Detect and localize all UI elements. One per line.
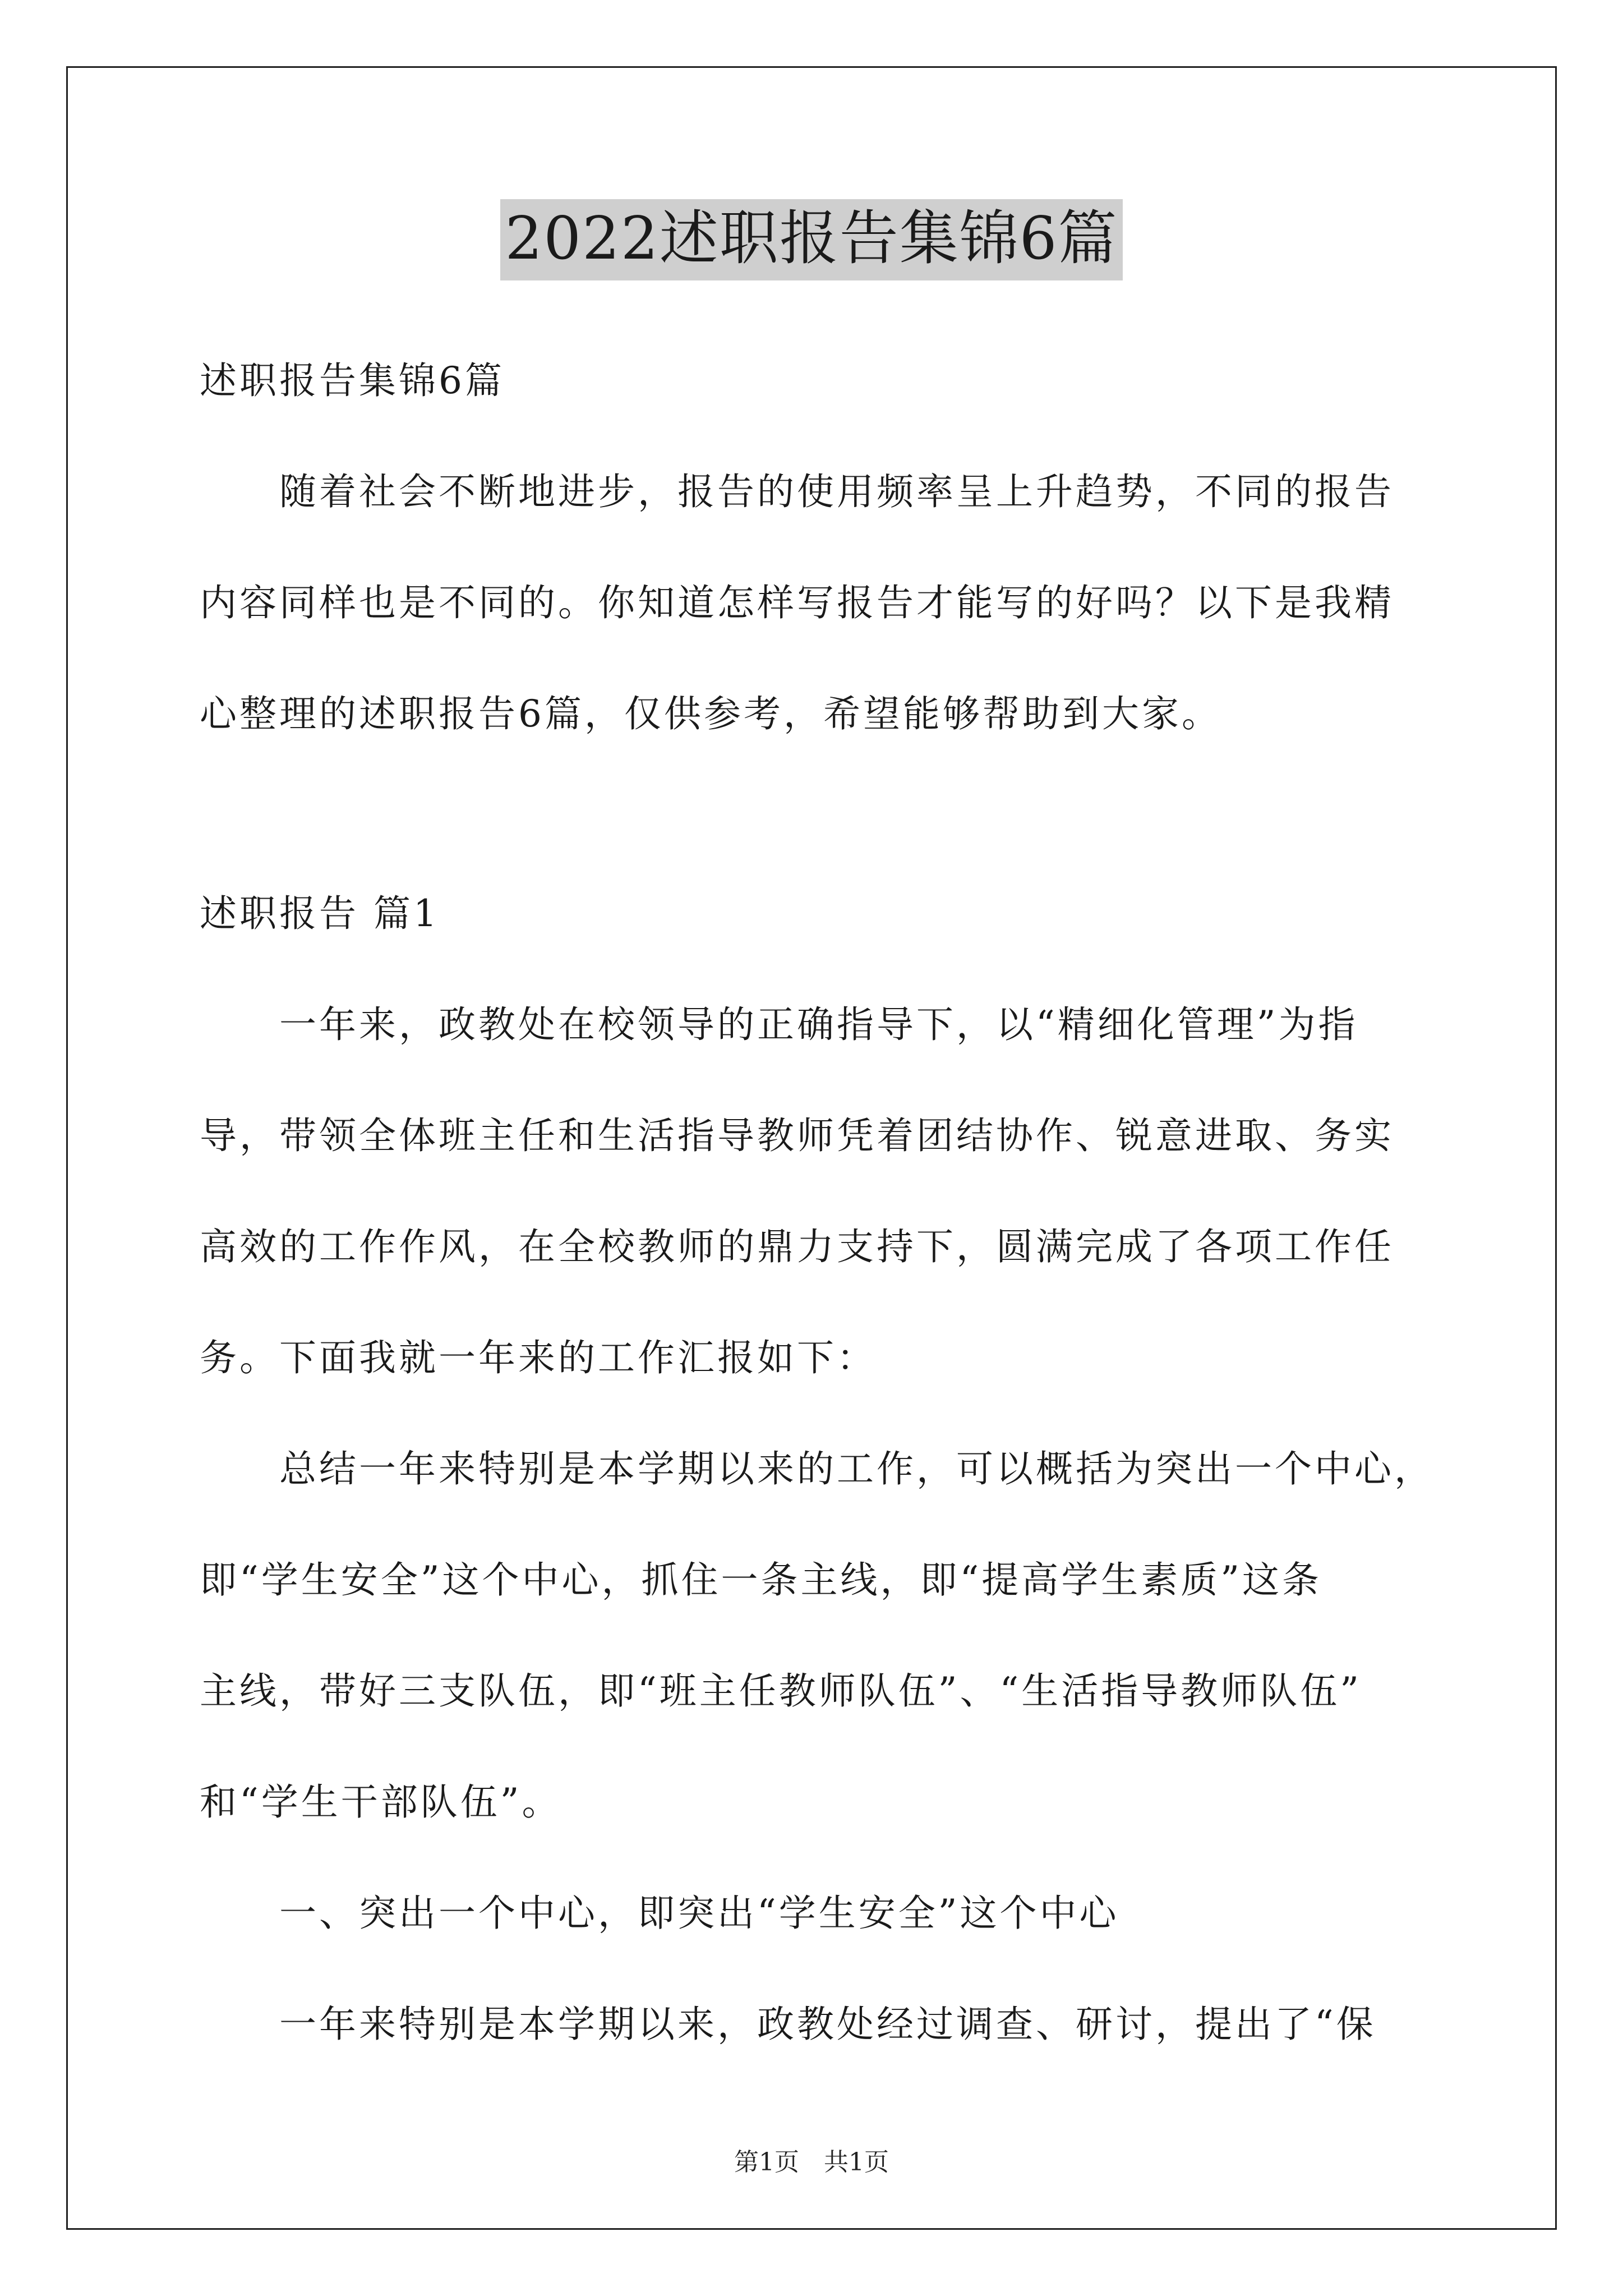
page-footer: 第1页 共1页: [734, 2148, 889, 2177]
section-line-3: 高效的工作作风，在全校教师的鼎力支持下，圆满完成了各项工作任: [200, 1225, 1394, 1268]
section-line-1: 一年来，政教处在校领导的正确指导下，以“精细化管理”为指: [200, 1003, 1358, 1046]
section-line-8: 和“学生干部队伍”。: [200, 1780, 562, 1824]
section-line-9: 一、突出一个中心，即突出“学生安全”这个中心: [200, 1892, 1119, 1935]
section-line-2: 导，带领全体班主任和生活指导教师凭着团结协作、锐意进取、务实: [200, 1114, 1394, 1157]
document-title: [0, 199, 1623, 280]
intro-line-1: 随着社会不断地进步，报告的使用频率呈上升趋势，不同的报告: [200, 470, 1394, 513]
section-line-6: 即“学生安全”这个中心，抓住一条主线，即“提高学生素质”这条: [200, 1558, 1322, 1602]
document-title-text: 2022述职报告集锦6篇: [500, 199, 1122, 280]
section-line-10: 一年来特别是本学期以来，政教处经过调查、研讨，提出了“保: [200, 2003, 1376, 2046]
intro-line-2: 内容同样也是不同的。你知道怎样写报告才能写的好吗？以下是我精: [200, 581, 1394, 624]
section-line-5: 总结一年来特别是本学期以来的工作，可以概括为突出一个中心，: [200, 1447, 1434, 1490]
section-line-7: 主线，带好三支队伍，即“班主任教师队伍”、“生活指导教师队伍”: [200, 1669, 1362, 1713]
document-subtitle: 述职报告集锦6篇: [200, 359, 505, 402]
intro-line-3: 心整理的述职报告6篇，仅供参考，希望能够帮助到大家。: [200, 692, 1221, 735]
section-line-4: 务。下面我就一年来的工作汇报如下：: [200, 1336, 877, 1379]
section-heading: 述职报告 篇1: [200, 892, 440, 935]
